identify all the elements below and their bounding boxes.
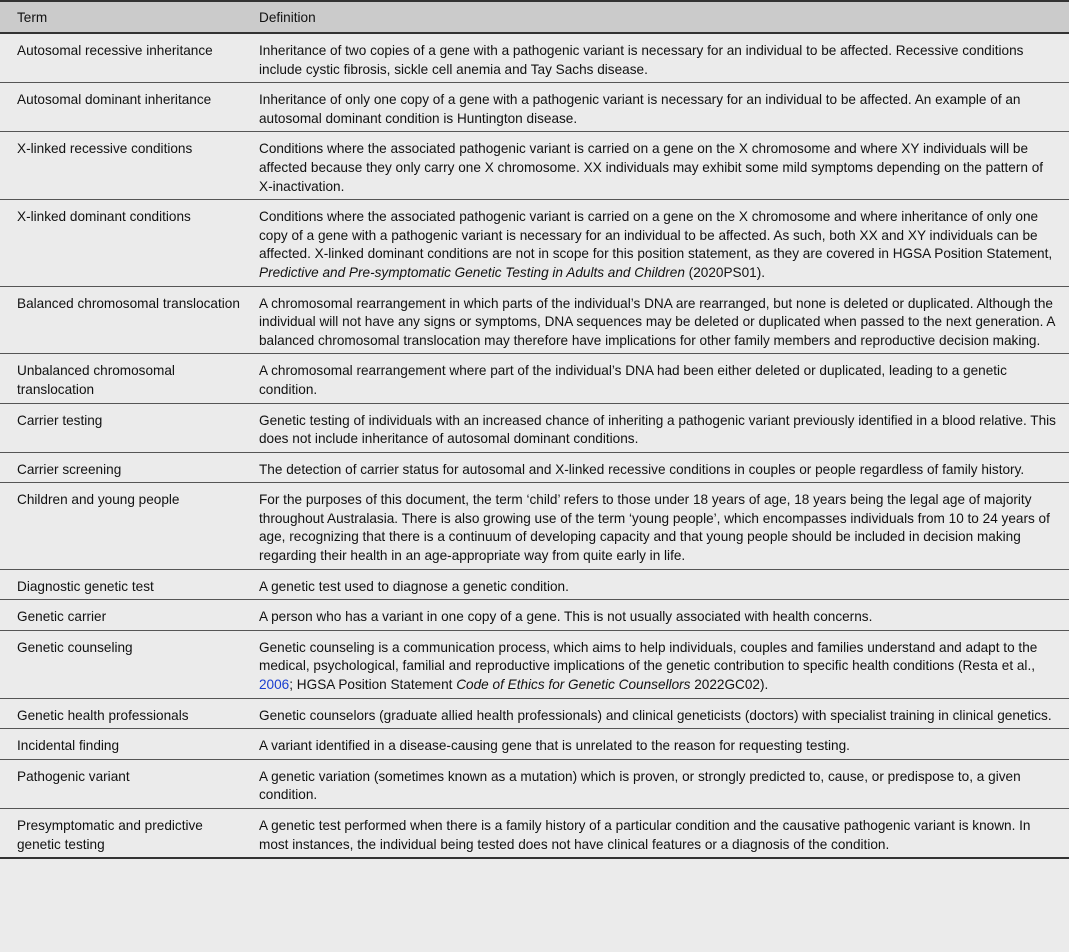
document-title-italic: Code of Ethics for Genetic Counsellors bbox=[456, 677, 691, 693]
definition-text-after: 2022GC02). bbox=[690, 677, 769, 693]
document-title-italic: Predictive and Pre-symptomatic Genetic Testing in Adults and Children bbox=[259, 264, 685, 280]
table-row bbox=[0, 354, 1069, 403]
definition-text: A genetic test performed when there is a family history of a particular condition and the causative pathogenic variant is known. In most instances, the individual being tested does not have clinical features or a diagnosis of the condition. bbox=[259, 818, 1031, 852]
definition-text: Genetic counseling is a communication process, which aims to help individuals, couples and families understand and adapt to the medical, psychological, familial and reproductive implications of the genetic contribution to specific health conditions (Resta et al., bbox=[259, 639, 1038, 674]
table-header bbox=[0, 1, 1069, 33]
definition-cell bbox=[250, 483, 1069, 569]
definition-text: A genetic test used to diagnose a genetic condition. bbox=[259, 578, 569, 594]
definition-cell bbox=[250, 569, 1069, 600]
column-header-definition: Definition bbox=[250, 1, 1069, 33]
definition-cell bbox=[250, 630, 1069, 698]
term-cell: Carrier screening bbox=[0, 452, 250, 483]
definition-text: The detection of carrier status for autosomal and X-linked recessive conditions in couples or people regardless of family history. bbox=[259, 461, 1025, 477]
definition-text: Genetic counselors (graduate allied health professionals) and clinical geneticists (doctors) with specialist training in clinical genetics. bbox=[259, 707, 1052, 723]
definition-cell bbox=[250, 600, 1069, 631]
header-row bbox=[0, 1, 1069, 33]
term-cell: Autosomal dominant inheritance bbox=[0, 83, 250, 132]
definition-cell bbox=[250, 403, 1069, 452]
definition-text: A chromosomal rearrangement in which parts of the individual’s DNA are rearranged, but none is deleted or duplicated. Although the individual will not have any signs or symptoms, DNA sequences may be deleted or duplicated when passed to the next generation. A balanced chromosomal translocation may therefore have implications for other family members and reproductive decision making. bbox=[259, 295, 1055, 348]
definition-cell bbox=[250, 33, 1069, 83]
term-cell: Children and young people bbox=[0, 483, 250, 569]
table-row bbox=[0, 83, 1069, 132]
table-row bbox=[0, 569, 1069, 600]
definition-cell bbox=[250, 83, 1069, 132]
table-body bbox=[0, 33, 1069, 858]
definition-text-after: (2020PS01). bbox=[684, 264, 766, 280]
definition-text: For the purposes of this document, the term ‘child’ refers to those under 18 years of age, 18 years being the legal age of majority throughout Australasia. There is also growing use of the term ‘young people’, which encompasses individuals from 10 to 24 years of age, recognizing that there is a continuum of developing capacity and that young people should be included in decision making regarding their health in an age-appropriate way from quite early in life. bbox=[259, 492, 1050, 564]
table-row bbox=[0, 200, 1069, 286]
table-row bbox=[0, 600, 1069, 631]
definition-text: Inheritance of two copies of a gene with a pathogenic variant is necessary for an individual to be affected. Recessive conditions include cystic fibrosis, sickle cell anemia and Tay Sachs disease. bbox=[259, 43, 1024, 77]
term-cell: Genetic counseling bbox=[0, 630, 250, 698]
table-row bbox=[0, 729, 1069, 760]
term-cell: Genetic carrier bbox=[0, 600, 250, 631]
definition-cell bbox=[250, 200, 1069, 286]
definition-text: A person who has a variant in one copy of a gene. This is not usually associated with health concerns. bbox=[259, 609, 873, 625]
term-cell: Autosomal recessive inheritance bbox=[0, 33, 250, 83]
definition-cell bbox=[250, 729, 1069, 760]
table-row bbox=[0, 403, 1069, 452]
definition-text: A variant identified in a disease-causing gene that is unrelated to the reason for requesting testing. bbox=[259, 738, 850, 754]
term-cell: Diagnostic genetic test bbox=[0, 569, 250, 600]
definition-cell bbox=[250, 698, 1069, 729]
term-cell: Presymptomatic and predictive genetic testing bbox=[0, 809, 250, 859]
definition-cell bbox=[250, 132, 1069, 200]
term-cell: Carrier testing bbox=[0, 403, 250, 452]
definition-cell bbox=[250, 452, 1069, 483]
table-row bbox=[0, 132, 1069, 200]
definition-text-mid: ; HGSA Position Statement bbox=[289, 677, 457, 693]
definition-text: Conditions where the associated pathogenic variant is carried on a gene on the X chromosome and where inheritance of only one copy of a gene with a pathogenic variant is necessary for an individual to be affected. As such, both XX and XY individuals can be affected. X-linked dominant conditions are not in scope for this position statement, as they are covered in HGSA Position Statement, bbox=[259, 209, 1053, 262]
column-header-term: Term bbox=[0, 1, 250, 33]
definition-cell bbox=[250, 286, 1069, 354]
definition-cell bbox=[250, 759, 1069, 808]
term-cell: X-linked recessive conditions bbox=[0, 132, 250, 200]
definition-text: Inheritance of only one copy of a gene with a pathogenic variant is necessary for an individual to be affected. An example of an autosomal dominant condition is Huntington disease. bbox=[259, 92, 1021, 126]
citation-link[interactable]: 2006 bbox=[259, 677, 290, 693]
definition-cell bbox=[250, 809, 1069, 859]
definition-text: A genetic variation (sometimes known as a mutation) which is proven, or strongly predicted to, cause, or predispose to, a given condition. bbox=[259, 768, 1021, 803]
table-row bbox=[0, 483, 1069, 569]
term-cell: Pathogenic variant bbox=[0, 759, 250, 808]
table-row bbox=[0, 286, 1069, 354]
table-row bbox=[0, 33, 1069, 83]
definition-text: A chromosomal rearrangement where part of the individual’s DNA had been either deleted or duplicated, leading to a genetic condition. bbox=[259, 363, 1007, 397]
table-row bbox=[0, 809, 1069, 859]
term-cell: Unbalanced chromosomal translocation bbox=[0, 354, 250, 403]
term-cell: X-linked dominant conditions bbox=[0, 200, 250, 286]
table-row bbox=[0, 630, 1069, 698]
term-cell: Balanced chromosomal translocation bbox=[0, 286, 250, 354]
definition-text: Genetic testing of individuals with an increased chance of inheriting a pathogenic variant previously identified in a blood relative. This does not include inheritance of autosomal dominant conditions. bbox=[259, 412, 1056, 447]
table-row bbox=[0, 452, 1069, 483]
term-cell: Genetic health professionals bbox=[0, 698, 250, 729]
table-row bbox=[0, 698, 1069, 729]
table-row bbox=[0, 759, 1069, 808]
definition-cell bbox=[250, 354, 1069, 403]
definition-text: Conditions where the associated pathogenic variant is carried on a gene on the X chromosome and where XY individuals will be affected because they only carry one X chromosome. XX individuals may exhibit some mild symptoms depending on the pattern of X-inactivation. bbox=[259, 141, 1044, 194]
term-cell: Incidental finding bbox=[0, 729, 250, 760]
